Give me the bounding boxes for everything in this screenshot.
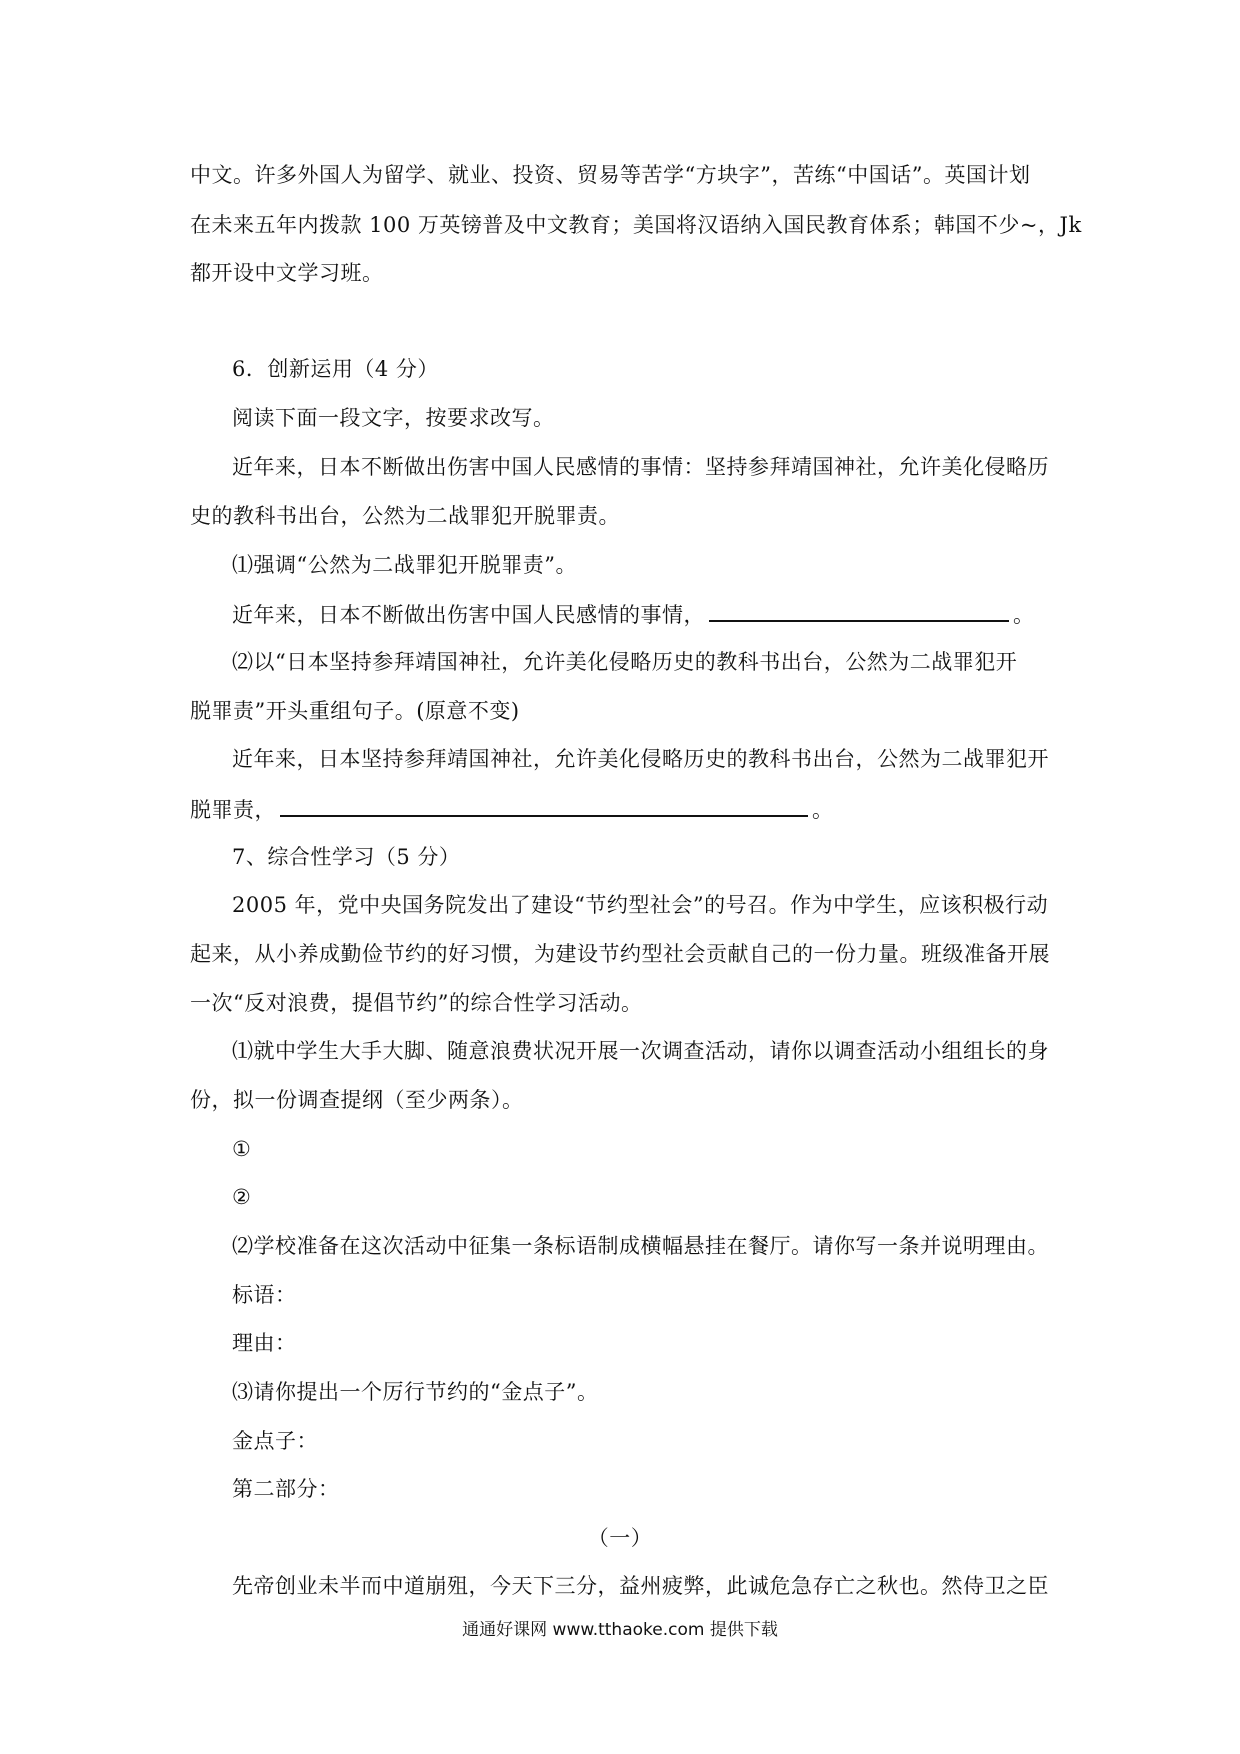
page-footer: 通通好课网 www.tthaoke.com 提供下载 bbox=[462, 1620, 778, 1640]
part2-text-line-1: 先帝创业未半而中道崩殂，今天下三分，益州疲弊，此诚危急存亡之秋也。然侍卫之臣 bbox=[232, 1574, 1049, 1598]
q6-title: 6．创新运用（4 分） bbox=[232, 357, 439, 381]
q7-item-1: ① bbox=[232, 1137, 252, 1161]
q6-passage-line-2: 史的教科书出台，公然为二战罪犯开脱罪责。 bbox=[190, 504, 620, 528]
q7-para-line-3: 一次“反对浪费，提倡节约”的综合性学习活动。 bbox=[190, 991, 643, 1015]
q6-sub2-line-1: ⑵以“日本坚持参拜靖国神社，允许美化侵略历史的教科书出台，公然为二战罪犯开 bbox=[232, 650, 1018, 674]
q6-sub1: ⑴强调“公然为二战罪犯开脱罪责”。 bbox=[232, 553, 577, 577]
q7-para-line-2: 起来，从小养成勤俭节约的好习惯，为建设节约型社会贡献自己的一份力量。班级准备开展 bbox=[190, 942, 1050, 966]
q7-slogan-label: 标语： bbox=[232, 1283, 297, 1307]
q7-reason-label: 理由： bbox=[232, 1331, 297, 1355]
q6-sub2-answer-line-2 bbox=[190, 793, 1060, 825]
q7-para-line-1: 2005 年，党中央国务院发出了建设“节约型社会”的号召。作为中学生，应该积极行动 bbox=[232, 893, 1049, 917]
part2-section-heading: （一） bbox=[587, 1526, 653, 1550]
q6-sub2-suffix: 。 bbox=[812, 798, 834, 822]
q6-sub1-answer bbox=[232, 598, 1060, 630]
part2-title: 第二部分： bbox=[232, 1477, 340, 1501]
q6-sub1-suffix: 。 bbox=[1013, 603, 1035, 627]
q7-sub2: ⑵学校准备在这次活动中征集一条标语制成横幅悬挂在餐厅。请你写一条并说明理由。 bbox=[232, 1234, 1049, 1258]
q6-sub1-blank[interactable] bbox=[709, 598, 1009, 622]
q6-sub2-line-2: 脱罪责”开头重组句子。(原意不变) bbox=[190, 699, 520, 723]
q6-passage-line-1: 近年来，日本不断做出伤害中国人民感情的事情：坚持参拜靖国神社，允许美化侵略历 bbox=[232, 455, 1049, 479]
intro-line-3: 都开设中文学习班。 bbox=[190, 261, 384, 285]
q7-title: 7、综合性学习（5 分） bbox=[232, 845, 461, 869]
q7-sub1-line-1: ⑴就中学生大手大脚、随意浪费状况开展一次调查活动，请你以调查活动小组组长的身 bbox=[232, 1039, 1049, 1063]
intro-line-2: 在未来五年内拨款 100 万英镑普及中文教育；美国将汉语纳入国民教育体系；韩国不少~，Jk bbox=[190, 213, 1082, 237]
q6-instruction: 阅读下面一段文字，按要求改写。 bbox=[232, 406, 555, 430]
q6-sub2-answer-line-1: 近年来，日本坚持参拜靖国神社，允许美化侵略历史的教科书出台，公然为二战罪犯开 bbox=[232, 747, 1049, 771]
q7-sub1-line-2: 份，拟一份调查提纲（至少两条）。 bbox=[190, 1088, 524, 1112]
q7-sub3: ⑶请你提出一个厉行节约的“金点子”。 bbox=[232, 1380, 599, 1404]
q6-sub2-prefix: 脱罪责， bbox=[190, 798, 276, 822]
q7-item-2: ② bbox=[232, 1185, 252, 1209]
intro-line-1: 中文。许多外国人为留学、就业、投资、贸易等苦学“方块字”，苦练“中国话”。英国计划 bbox=[190, 163, 1031, 187]
q6-sub1-prefix: 近年来，日本不断做出伤害中国人民感情的事情， bbox=[232, 603, 705, 627]
q6-sub2-blank[interactable] bbox=[280, 793, 808, 817]
q7-idea-label: 金点子： bbox=[232, 1429, 318, 1453]
